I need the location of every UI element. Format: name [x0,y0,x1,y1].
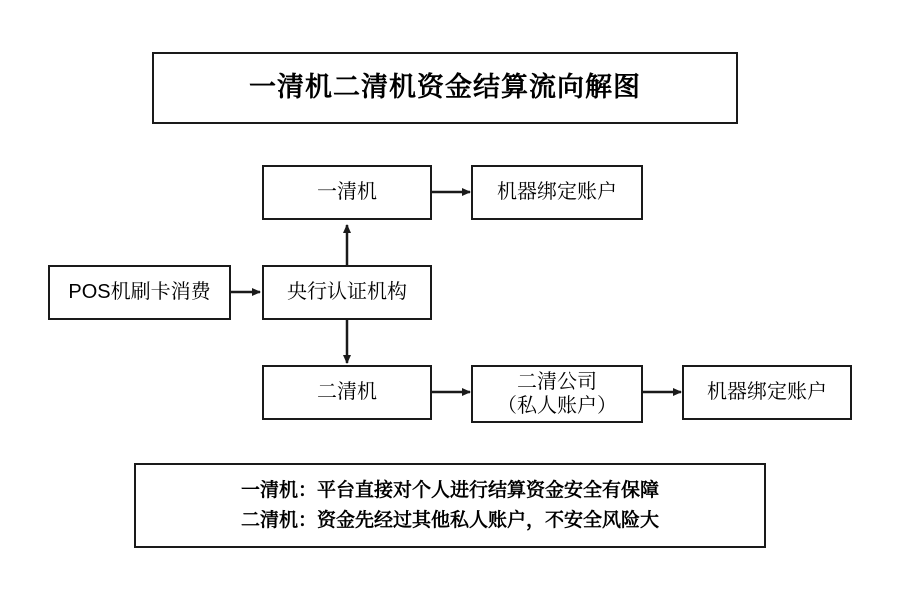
node-central-bank [262,265,432,320]
node-yiqingji [262,165,432,220]
node-yiqingji-label: 一清机 [317,181,377,203]
node-erqing-company-label-line1: 二清公司 [517,371,597,393]
node-erqingji [262,365,432,420]
legend-panel [134,463,766,548]
node-machine-account-bottom-label: 机器绑定账户 [707,381,827,403]
diagram-title [152,52,738,124]
legend-line-erqingji: 二清机：资金先经过其他私人账户，不安全风险大 [240,509,659,531]
legend-line-yiqingji: 一清机：平台直接对个人进行结算资金安全有保障 [240,480,659,502]
node-machine-account-bottom [682,365,852,420]
node-central-bank-label: 央行认证机构 [287,281,407,303]
node-machine-account-top-label: 机器绑定账户 [497,181,617,203]
node-machine-account-top [471,165,643,220]
node-pos-consume-label: POS机刷卡消费 [68,281,211,303]
node-erqingji-label: 二清机 [317,381,377,403]
node-erqing-company [471,365,643,423]
diagram-title-text: 一清机二清机资金结算流向解图 [249,72,641,103]
node-pos-consume [48,265,231,320]
node-erqing-company-label-line2: （私人账户） [497,395,617,417]
